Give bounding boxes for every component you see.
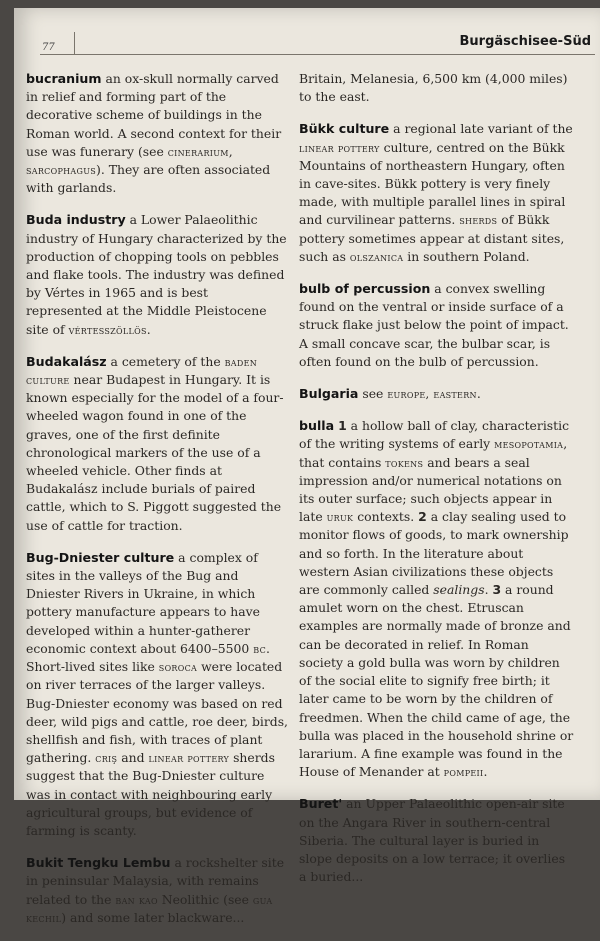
cross-reference: gua kechil	[26, 892, 273, 925]
dictionary-entry	[26, 549, 288, 840]
entry-text: in southern Poland.	[403, 248, 530, 264]
entry-headword: Bulgaria	[299, 386, 359, 402]
cross-reference: sarcophagus	[26, 163, 97, 178]
entry-text: near Budapest in Hungary. It is known especially for the model of a four-wheeled wagon found in one of the graves, one of the first definite chronological markers of the use of a wheeled vehicle. Other finds at Budakalász include burials of paired cattle, which to S. Piggott suggested the use of cattle for traction.	[26, 372, 284, 533]
running-head: Burgäschisee-Süd	[459, 34, 591, 49]
entry-text: an Upper Palaeolithic open-air site on the Angara River in southern-central Siberia. The cultural layer is buried in slope deposits on a low terrace; it overlies a buried...	[299, 796, 566, 885]
entry-text: a hollow ball of clay, characteristic of the writing systems of early	[299, 418, 570, 452]
dictionary-entry	[299, 795, 575, 886]
entry-text: a rockshelter site in peninsular Malaysia, with remains related to the	[26, 855, 285, 907]
entry-text: ,	[228, 143, 233, 159]
entry-headword: bulla	[299, 418, 335, 434]
entry-text: ) and some later blackware...	[61, 909, 245, 925]
entry-text: Neolithic (see	[157, 891, 253, 907]
entry-headword: Buda industry	[26, 212, 126, 228]
entry-headword: Bükk culture	[299, 121, 390, 137]
entry-text: .	[484, 582, 493, 598]
book-page	[14, 8, 600, 925]
cross-reference: sherds	[459, 213, 498, 228]
entry-text: and	[117, 750, 149, 766]
dictionary-entry	[299, 120, 575, 266]
entry-headword: Buret'	[299, 796, 343, 812]
cross-reference: vértesszöllös	[68, 322, 147, 337]
entry-text: sealings	[433, 582, 485, 598]
cross-reference: criş	[95, 751, 118, 766]
entry-text: .	[146, 321, 151, 337]
cross-reference: mesopotamia	[494, 437, 564, 452]
entry-text: a Lower Palaeolithic industry of Hungary characterized by the production of chopping tools on pebbles and flake tools. The industry was defined by Vértes in 1965 and is best represented at the Middle Pleistocene site of	[26, 212, 287, 337]
entry-text: , that contains	[299, 436, 568, 470]
entry-text: of Bükk pottery sometimes appear at distant sites, such as	[299, 212, 565, 264]
entry-text: a convex swelling found on the ventral or inside surface of a struck flake just below the point of impact. A small concave scar, the bulbar scar, is often found on the bulb of percussion.	[299, 281, 569, 369]
left-column	[26, 70, 288, 941]
entry-text: a round amulet worn on the chest. Etruscan examples are normally made of bronze and can be decorated in relief. In Roman society a gold bulla was worn by children of the social elite to signify free birth; it later came to be worn by the children of freedmen. When the child came of age, the bulla was placed in the household shrine or lararium. A fine example was found in the House of Menander at	[299, 582, 574, 780]
cross-reference: pompeii	[443, 765, 484, 780]
page-header	[40, 32, 595, 55]
cross-reference: bc	[253, 641, 266, 656]
dictionary-entry	[299, 385, 575, 403]
right-column	[299, 70, 575, 900]
entry-text: contexts.	[353, 509, 419, 525]
entry-headword: bucranium	[26, 71, 102, 86]
sense-number: 3	[492, 582, 502, 598]
cross-reference: baden culture	[26, 354, 258, 388]
entry-text: a regional late variant of the	[389, 121, 573, 137]
page-number: 77	[42, 42, 55, 53]
entry-text: and bears a seal impression and/or numerical notations on its outer surface; such objects appear in late	[299, 454, 562, 525]
cross-reference: tokens	[385, 455, 424, 470]
entry-text: sherds suggest that the Bug-Dniester culture was in contact with neighbouring early agricultural groups, but evidence of farming is scanty.	[26, 750, 275, 838]
entry-text: a cemetery of the	[106, 353, 225, 369]
entry-headword: bulb of percussion	[299, 281, 431, 297]
dictionary-entry	[26, 70, 288, 197]
entry-text: see	[358, 386, 388, 402]
dictionary-entry	[299, 280, 575, 371]
cross-reference: europe, eastern	[387, 387, 477, 402]
entry-text: Britain, Melanesia, 6,500 km (4,000 miles) to the east.	[299, 71, 568, 105]
entry-text: . Short-lived sites like	[26, 640, 270, 675]
cross-reference: cinerarium	[167, 144, 229, 159]
entry-text: .	[483, 764, 488, 780]
entry-text: a complex of sites in the valleys of the Bug and Dniester Rivers in Ukraine, in which pottery manufacture appears to have developed within a hunter-gatherer economic context about 6400–5500	[26, 549, 260, 656]
entry-text: were located on river terraces of the larger valleys. Bug-Dniester economy was based on red deer, wild pigs and cattle, roe deer, birds, shellfish and fish, with traces of plant gathering.	[26, 659, 288, 766]
entry-text: culture, centred on the Bükk Mountains of northeastern Hungary, often in cave-sites. Bükk pottery is very finely made, with multiple parallel lines in spiral and curvilinear patterns.	[299, 139, 566, 228]
dictionary-entry	[26, 211, 288, 338]
header-divider	[74, 32, 75, 55]
cross-reference: linear pottery	[148, 751, 230, 766]
dictionary-entry	[26, 353, 288, 535]
cross-reference: uruk	[326, 510, 354, 525]
entry-text: a clay sealing used to monitor flows of goods, to mark ownership and so forth. In the literature about western Asian civilizations these objects are commonly called	[299, 509, 569, 598]
dictionary-entry	[299, 70, 575, 106]
cross-reference: linear pottery	[299, 140, 380, 155]
cross-reference: ban kao	[115, 892, 158, 907]
entry-headword: Budakalász	[26, 353, 107, 369]
cross-reference: olszanica	[349, 249, 404, 264]
sense-number: 1	[338, 418, 347, 434]
cross-reference: soroca	[158, 660, 198, 675]
entry-text: ). They are often associated with garlands.	[26, 162, 271, 196]
entry-headword: Bug-Dniester culture	[26, 549, 175, 565]
sense-number: 2	[418, 509, 427, 525]
dictionary-entry	[26, 854, 288, 927]
entry-headword: Bukit Tengku Lembu	[26, 855, 171, 871]
dictionary-entry	[299, 417, 575, 781]
entry-text: an ox-skull normally carved in relief and forming part of the decorative scheme of buildings in the Roman world. A second context for their use was funerary (see	[26, 71, 282, 159]
entry-text: .	[476, 386, 481, 402]
